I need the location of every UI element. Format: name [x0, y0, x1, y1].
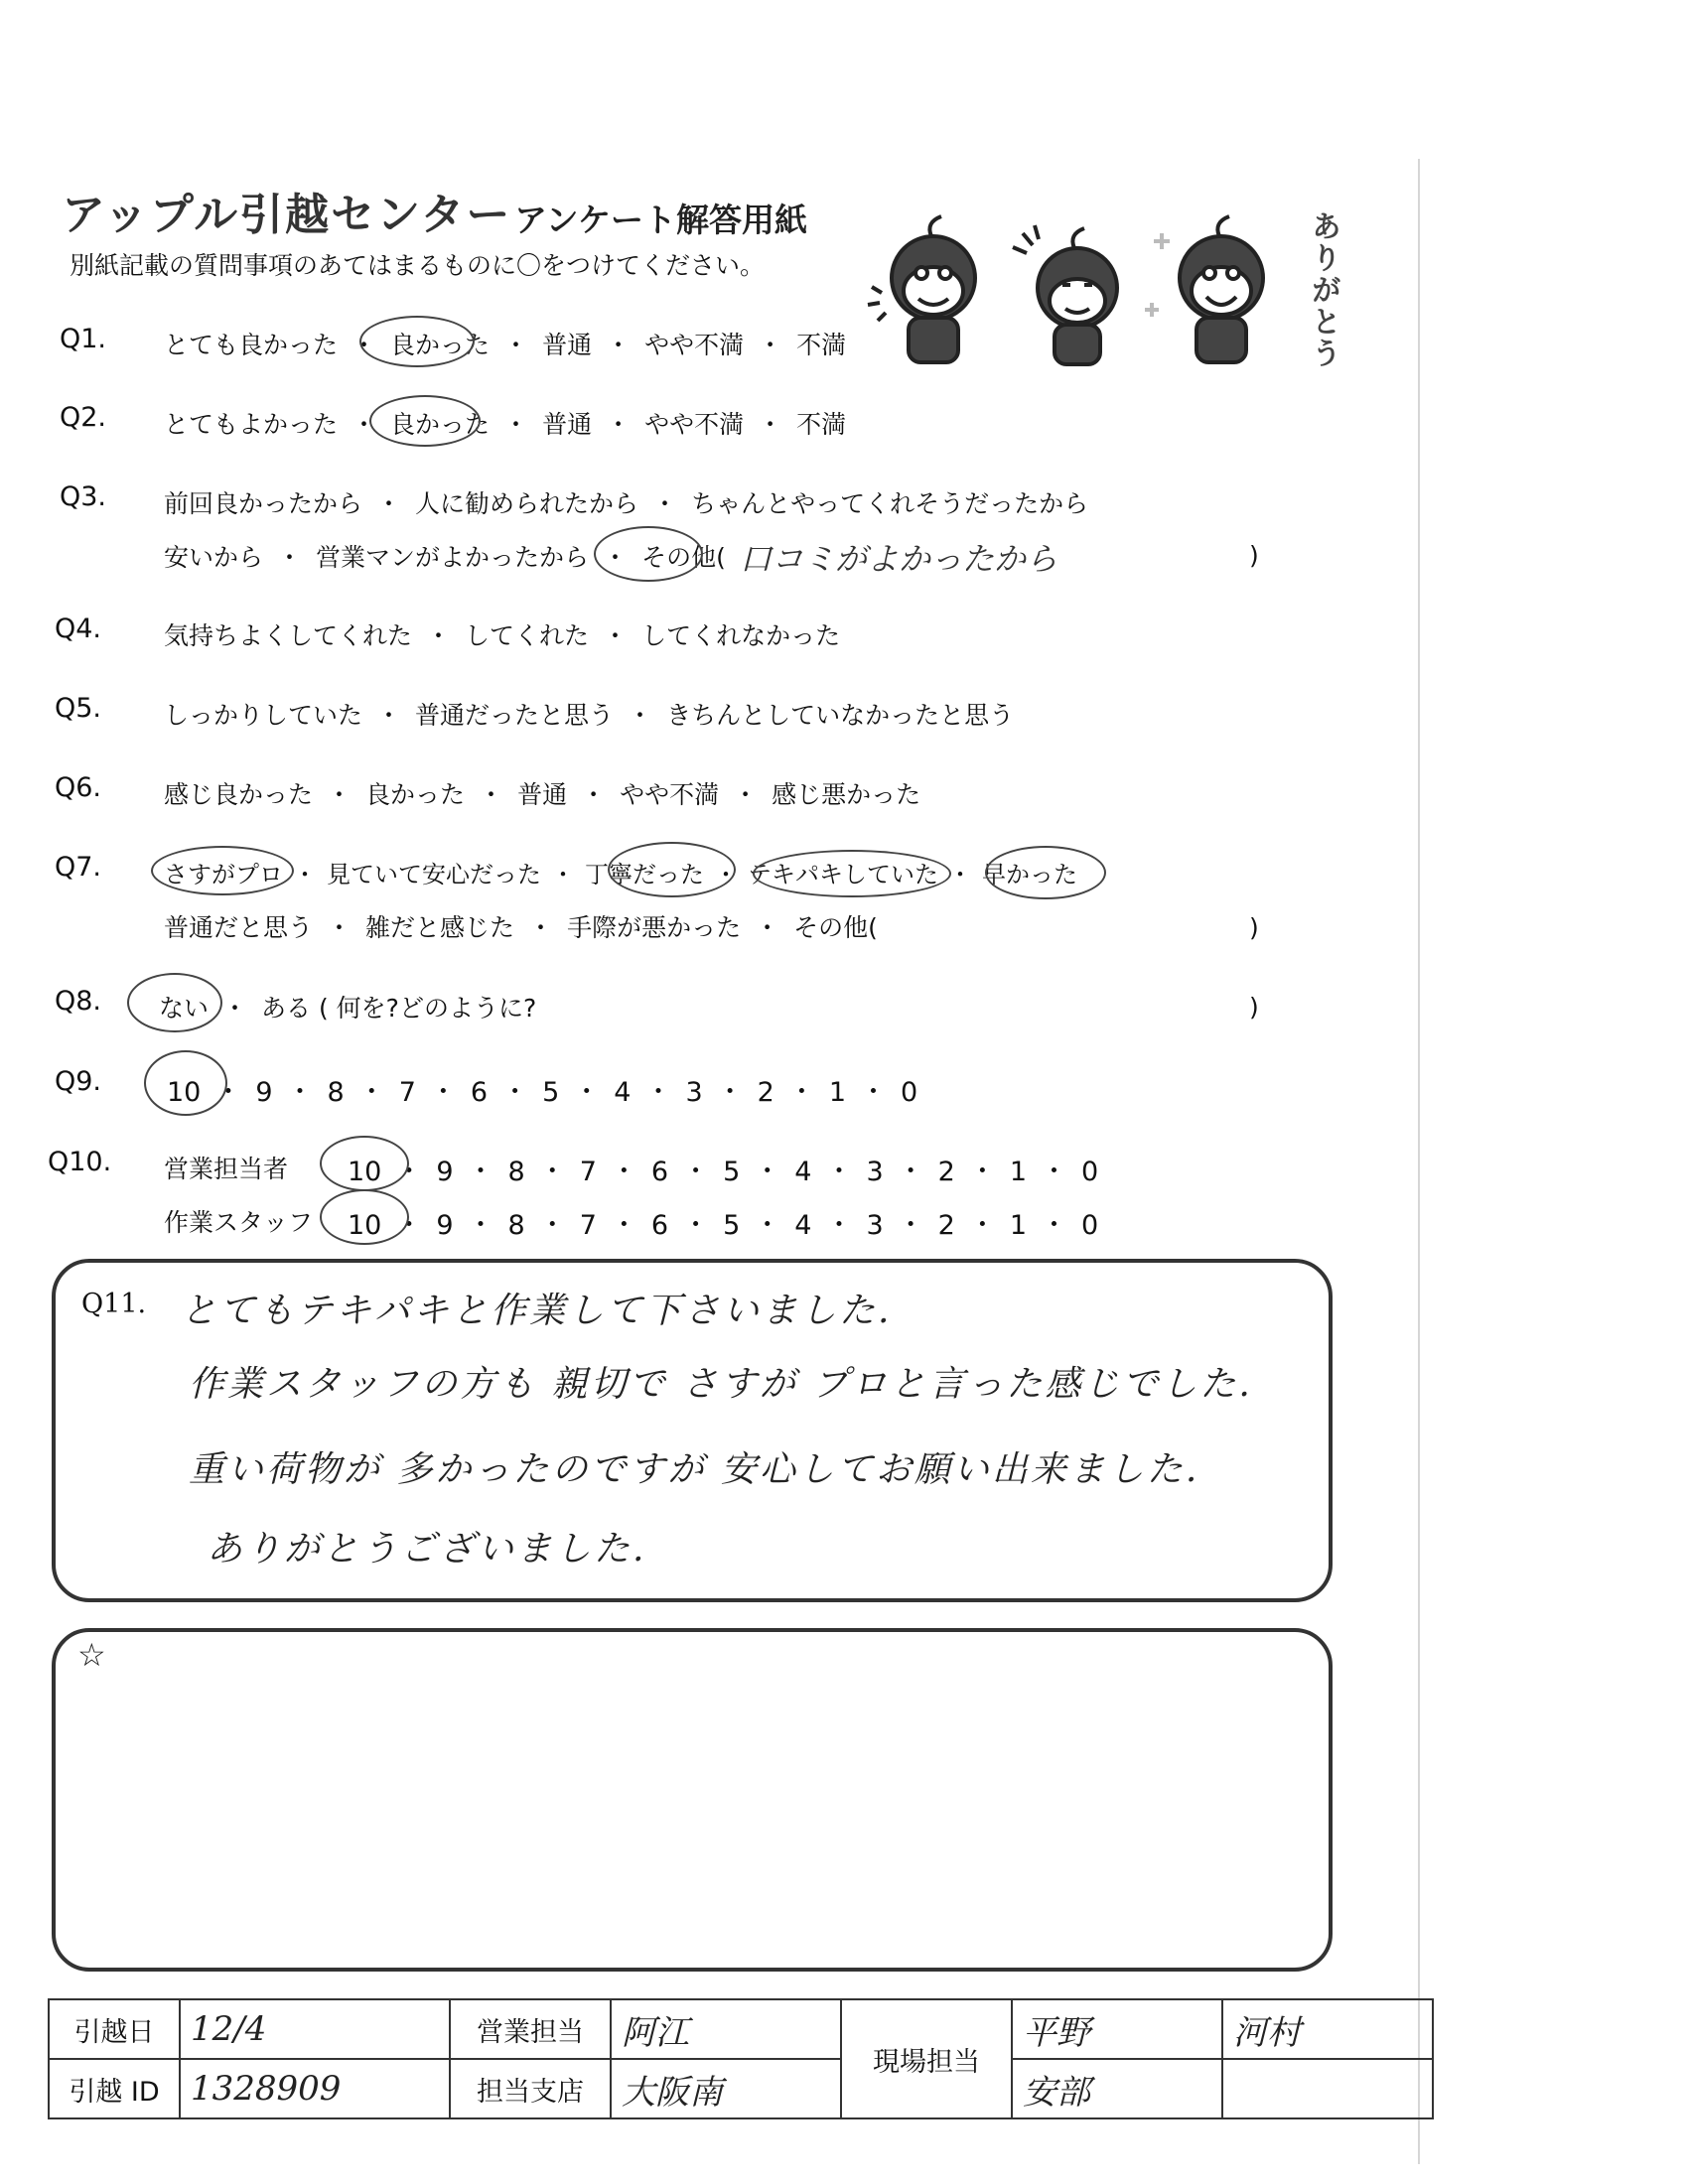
q4-options	[164, 616, 840, 652]
q10-staff-score[interactable]: 5	[723, 1210, 741, 1241]
q10-sales-score[interactable]: 4	[794, 1157, 812, 1187]
q10-sales-score[interactable]: 6	[650, 1157, 669, 1187]
q7-option[interactable]: 普通だと思う	[164, 913, 314, 942]
q10-sales-scale	[348, 1150, 1098, 1188]
q10-sales-selection-circle	[320, 1136, 409, 1191]
option-separator: ・	[503, 331, 529, 359]
q10-staff-selection-circle	[320, 1189, 409, 1245]
score-separator: ・	[538, 1157, 566, 1187]
q5-option[interactable]: 普通だったと思う	[415, 701, 615, 730]
score-separator: ・	[538, 1210, 566, 1241]
score-separator: ・	[286, 1077, 314, 1108]
q6-option[interactable]: 感じ良かった	[164, 780, 314, 809]
q10-sales-score-selected[interactable]: 10	[348, 1157, 382, 1187]
q7-option-selected[interactable]: 早かった	[982, 861, 1077, 888]
q10-sales-score[interactable]: 3	[866, 1157, 884, 1187]
q7-selection-circle	[985, 846, 1106, 899]
q7-selection-circle	[753, 850, 951, 897]
q5-option[interactable]: きちんとしていなかったと思う	[666, 701, 1015, 730]
q10-sales-score[interactable]: 2	[937, 1157, 955, 1187]
score-separator: ・	[644, 1077, 672, 1108]
q10-staff-score[interactable]: 7	[579, 1210, 597, 1241]
site-staff-label: 現場担当	[841, 1999, 1012, 2118]
q9-score[interactable]: 2	[757, 1077, 774, 1108]
star-comment-box[interactable]	[52, 1628, 1333, 1972]
option-separator: ・	[277, 543, 303, 572]
q2-label: Q2.	[60, 402, 107, 433]
score-separator: ・	[610, 1210, 637, 1241]
q7-selection-circle	[151, 846, 294, 895]
q10-sales-score[interactable]: 8	[507, 1157, 525, 1187]
option-separator: ・	[758, 410, 783, 439]
q2-options	[164, 405, 846, 441]
q6-label: Q6.	[55, 772, 102, 803]
q11-comment-line: とてもテキパキと作業して下さいました.	[181, 1291, 893, 1331]
score-separator: ・	[860, 1077, 888, 1108]
q10-sales-label: 営業担当者	[164, 1155, 289, 1183]
score-separator: ・	[682, 1157, 710, 1187]
q9-score[interactable]: 1	[828, 1077, 847, 1108]
score-separator: ・	[467, 1157, 494, 1187]
q3-options-line1	[164, 484, 1088, 520]
score-separator: ・	[214, 1077, 242, 1108]
monkey-mascot-right	[1145, 216, 1263, 362]
q9-score[interactable]: 6	[470, 1077, 489, 1108]
move-id-value[interactable]: 1328909	[180, 2059, 450, 2118]
score-separator: ・	[754, 1210, 781, 1241]
q9-score[interactable]: 7	[398, 1077, 416, 1108]
score-separator: ・	[968, 1210, 996, 1241]
option-separator: ・	[652, 489, 678, 518]
q4-option[interactable]: してくれた	[465, 621, 590, 650]
q7-option-selected[interactable]: 丁寧だった	[585, 861, 704, 888]
q1-option[interactable]: やや不満	[644, 331, 745, 359]
q7-option[interactable]: 雑だと感じた	[365, 913, 515, 942]
option-separator: ・	[603, 543, 629, 572]
score-separator: ・	[825, 1210, 853, 1241]
option-separator: ・	[352, 410, 377, 439]
q7-option-selected[interactable]: さすがプロ	[164, 861, 283, 888]
q6-option[interactable]: やや不満	[620, 780, 720, 809]
q8-option-selected[interactable]: ない	[159, 994, 210, 1023]
option-separator: ・	[376, 701, 402, 730]
score-separator: ・	[754, 1157, 781, 1187]
option-separator: ・	[948, 861, 972, 888]
score-separator: ・	[897, 1210, 924, 1241]
q1-option[interactable]: 普通	[542, 331, 593, 359]
form-title: アンケート解答用紙	[514, 201, 808, 239]
q1-selection-circle	[359, 316, 475, 367]
q9-score[interactable]: 0	[901, 1077, 918, 1108]
move-info-table	[48, 1998, 1434, 2119]
star-icon: ☆	[77, 1636, 106, 1674]
score-separator: ・	[825, 1157, 853, 1187]
branch-label: 担当支店	[450, 2059, 611, 2118]
q10-sales-score[interactable]: 1	[1009, 1157, 1028, 1187]
q10-staff-score[interactable]: 2	[937, 1210, 955, 1241]
instruction-text: 別紙記載の質問事項のあてはまるものに〇をつけてください。	[70, 251, 766, 280]
option-separator: ・	[528, 913, 554, 942]
option-separator: ・	[733, 780, 759, 809]
monkey-mascot-left	[868, 216, 975, 362]
option-separator: ・	[352, 331, 377, 359]
score-separator: ・	[573, 1077, 601, 1108]
option-separator: ・	[755, 913, 780, 942]
q3-selection-circle	[594, 526, 703, 582]
score-separator: ・	[897, 1157, 924, 1187]
move-date-label: 引越日	[49, 1999, 180, 2059]
company-name: アップル引越センター	[62, 190, 512, 240]
option-separator: ・	[222, 994, 248, 1023]
q10-sales-score[interactable]: 7	[579, 1157, 597, 1187]
q4-label: Q4.	[55, 614, 102, 644]
q1-option[interactable]: 不満	[796, 331, 847, 359]
score-separator: ・	[787, 1077, 815, 1108]
q9-label: Q9.	[55, 1066, 102, 1097]
q7-label: Q7.	[55, 852, 102, 883]
q8-option[interactable]: ある ( 何を?どのように?	[261, 994, 537, 1023]
q10-staff-score[interactable]: 4	[794, 1210, 812, 1241]
option-separator: ・	[606, 331, 632, 359]
thanks-text: ありがとう	[1306, 210, 1340, 369]
q10-staff-score[interactable]: 8	[507, 1210, 525, 1241]
q10-sales-score[interactable]: 0	[1081, 1157, 1099, 1187]
score-separator: ・	[716, 1077, 744, 1108]
q8-close-paren: )	[1249, 993, 1259, 1022]
q2-option[interactable]: とてもよかった	[164, 410, 339, 439]
option-separator: ・	[551, 861, 575, 888]
q10-staff-score[interactable]: 1	[1009, 1210, 1028, 1241]
score-separator: ・	[682, 1210, 710, 1241]
q7-option-selected[interactable]: テキパキしていた	[748, 861, 938, 888]
option-separator: ・	[606, 410, 632, 439]
q10-staff-score-selected[interactable]: 10	[348, 1210, 382, 1241]
q10-staff-score[interactable]: 0	[1081, 1210, 1099, 1241]
q6-option[interactable]: 良かった	[365, 780, 466, 809]
q3-option[interactable]: 営業マンがよかったから	[316, 543, 590, 572]
site-staff-value[interactable]: 平野	[1012, 1999, 1222, 2059]
option-separator: ・	[714, 861, 738, 888]
q6-option[interactable]: 普通	[517, 780, 568, 809]
q9-score[interactable]: 3	[685, 1077, 703, 1108]
q2-selection-circle	[369, 395, 481, 447]
q6-option[interactable]: 感じ悪かった	[772, 780, 921, 809]
q1-label: Q1.	[60, 324, 107, 354]
option-separator: ・	[327, 780, 352, 809]
option-separator: ・	[479, 780, 504, 809]
option-separator: ・	[503, 410, 529, 439]
score-separator: ・	[467, 1210, 494, 1241]
q9-score[interactable]: 8	[327, 1077, 345, 1108]
move-id-label: 引越 ID	[49, 2059, 180, 2118]
option-separator: ・	[758, 331, 783, 359]
q10-staff-score[interactable]: 3	[866, 1210, 884, 1241]
q7-option[interactable]: 手際が悪かった	[567, 913, 742, 942]
q9-score[interactable]: 9	[255, 1077, 273, 1108]
q1-option-selected[interactable]: 良かった	[390, 331, 491, 359]
q11-label: Q11.	[81, 1289, 147, 1319]
q7-options-line2	[164, 908, 878, 944]
q9-score[interactable]: 4	[614, 1077, 632, 1108]
q10-sales-score[interactable]: 5	[723, 1157, 741, 1187]
site-staff-empty[interactable]	[1222, 2059, 1433, 2118]
q9-score[interactable]: 5	[542, 1077, 560, 1108]
q3-label: Q3.	[60, 481, 107, 512]
monkey-mascot-middle	[1013, 225, 1117, 364]
score-separator: ・	[610, 1157, 637, 1187]
q4-option[interactable]: 気持ちよくしてくれた	[164, 621, 413, 650]
q10-label: Q10.	[48, 1147, 112, 1177]
option-separator: ・	[426, 621, 452, 650]
q10-staff-scale	[348, 1203, 1098, 1242]
score-separator: ・	[395, 1157, 423, 1187]
score-separator: ・	[1041, 1210, 1068, 1241]
score-separator: ・	[429, 1077, 457, 1108]
q3-option-other[interactable]: その他(	[641, 543, 726, 572]
monkey-mascots-illustration	[864, 204, 1311, 372]
score-separator: ・	[501, 1077, 529, 1108]
q5-label: Q5.	[55, 693, 102, 724]
q9-score-selected[interactable]: 10	[167, 1077, 202, 1108]
q9-scale	[167, 1070, 917, 1109]
q7-close-paren: )	[1249, 913, 1259, 942]
option-separator: ・	[293, 861, 317, 888]
score-separator: ・	[968, 1157, 996, 1187]
page-edge	[1418, 159, 1420, 2164]
q7-option[interactable]: 見ていて安心だった	[327, 861, 541, 888]
q11-comment-line: 作業スタッフの方も 親切で さすが プロと言った感じでした.	[189, 1364, 1253, 1405]
option-separator: ・	[327, 913, 352, 942]
q10-staff-score[interactable]: 9	[436, 1210, 454, 1241]
option-separator: ・	[603, 621, 629, 650]
q2-option[interactable]: やや不満	[644, 410, 745, 439]
q10-sales-score[interactable]: 9	[436, 1157, 454, 1187]
q8-label: Q8.	[55, 986, 102, 1017]
q7-option-other[interactable]: その他(	[793, 913, 878, 942]
q4-option[interactable]: してくれなかった	[641, 621, 841, 650]
option-separator: ・	[581, 780, 607, 809]
score-separator: ・	[1041, 1157, 1068, 1187]
q6-options	[164, 775, 920, 811]
sales-rep-value[interactable]: 阿江	[611, 1999, 841, 2059]
q1-option[interactable]: とても良かった	[164, 331, 339, 359]
q11-comment-line: 重い荷物が 多かったのですが 安心してお願い出来ました.	[189, 1449, 1200, 1490]
q2-option[interactable]: 普通	[542, 410, 593, 439]
score-separator: ・	[357, 1077, 385, 1108]
move-date-value[interactable]: 12/4	[180, 1999, 450, 2059]
q10-staff-label: 作業スタッフ	[164, 1208, 314, 1237]
q8-selection-circle	[127, 973, 222, 1032]
q1-options	[164, 326, 846, 361]
score-separator: ・	[395, 1210, 423, 1241]
q10-staff-score[interactable]: 6	[650, 1210, 669, 1241]
q5-options	[164, 696, 1014, 732]
q5-option[interactable]: しっかりしていた	[164, 701, 363, 730]
sales-rep-label: 営業担当	[450, 1999, 611, 2059]
q3-option[interactable]: 人に勧められたから	[415, 489, 639, 518]
q2-option-selected[interactable]: 良かった	[390, 410, 491, 439]
q3-close-paren: )	[1249, 541, 1259, 570]
site-staff-value[interactable]: 河村	[1222, 1999, 1433, 2059]
q3-option[interactable]: 安いから	[164, 543, 264, 572]
q9-selection-circle	[144, 1050, 227, 1116]
option-separator: ・	[376, 489, 402, 518]
branch-value[interactable]: 大阪南	[611, 2059, 841, 2118]
site-staff-value[interactable]: 安部	[1012, 2059, 1222, 2118]
q11-comment-line: ありがとうございました.	[207, 1529, 647, 1570]
q7-selection-circle	[608, 842, 736, 897]
q3-option[interactable]: 前回良かったから	[164, 489, 363, 518]
option-separator: ・	[628, 701, 653, 730]
q3-other-handwritten[interactable]: 口コミがよかったから	[740, 540, 1058, 578]
q2-option[interactable]: 不満	[796, 410, 847, 439]
q3-option[interactable]: ちゃんとやってくれそうだったから	[691, 489, 1089, 518]
